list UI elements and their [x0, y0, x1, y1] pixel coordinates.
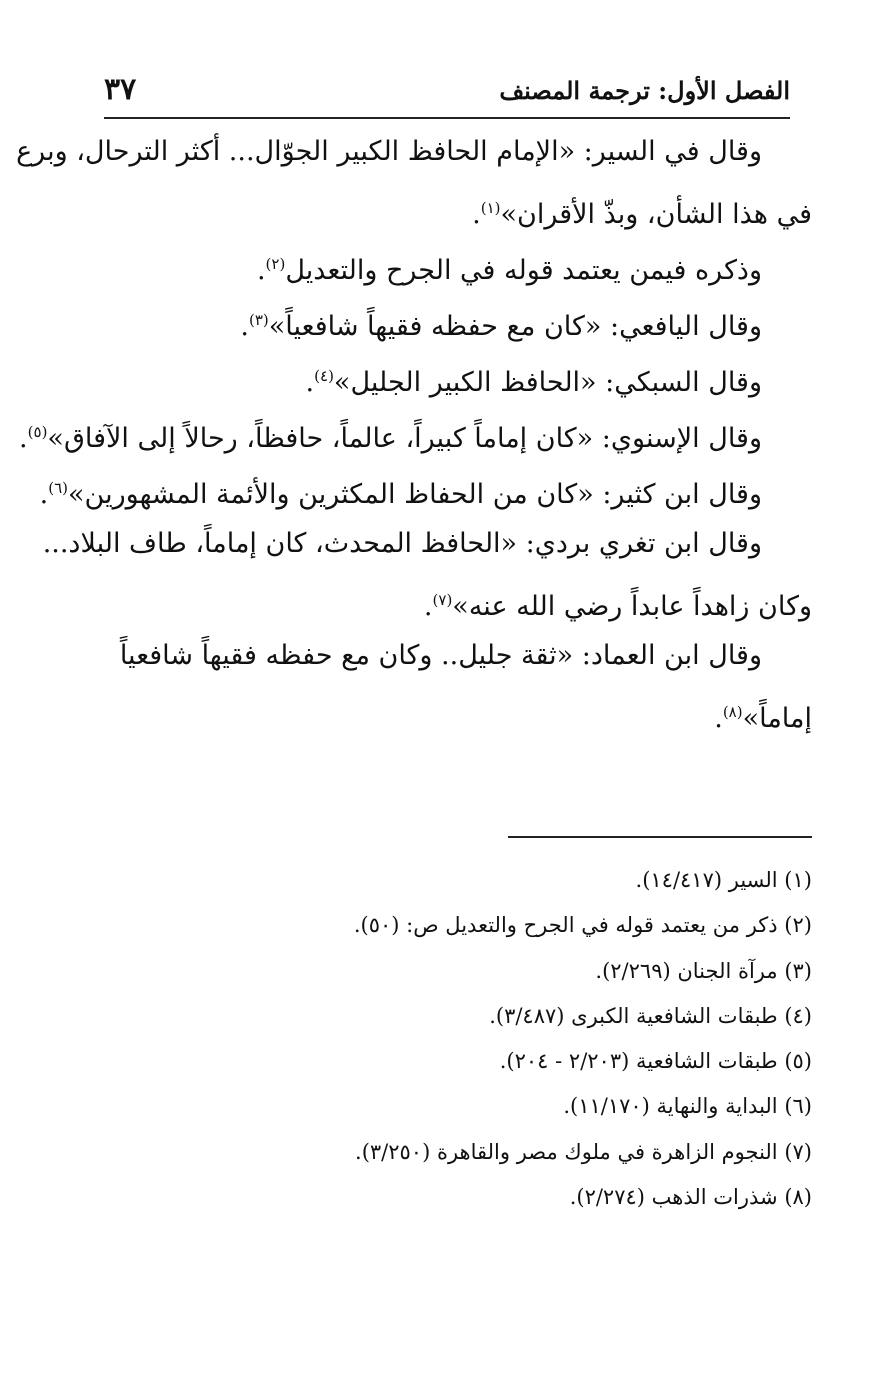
- footnote-marker: (٣): [249, 311, 269, 329]
- body-line: [104, 684, 812, 740]
- body-line: [104, 180, 812, 236]
- header-rule: [104, 117, 790, 119]
- body-line-text: إماماً»: [742, 703, 812, 734]
- body-line-text: وقال ابن كثير: «كان من الحفاظ المكثرين والأئمة المشهورين»: [68, 479, 762, 510]
- footnote-item: (١) السير (١٤/٤١٧).: [635, 868, 812, 892]
- sentence-period: .: [256, 255, 266, 286]
- body-line: [19, 404, 812, 460]
- body-line: [104, 572, 812, 628]
- footnote-item: (٧) النجوم الزاهرة في ملوك مصر والقاهرة (٣/٢٥٠).: [355, 1139, 812, 1164]
- body-line-text: وذكره فيمن يعتمد قوله في الجرح والتعديل: [285, 255, 762, 286]
- footnote-separator: [508, 836, 812, 838]
- footnote-item: (٥) طبقات الشافعية (٢/٢٠٣ - ٢٠٤).: [499, 1049, 812, 1074]
- body-line: [104, 628, 812, 684]
- sentence-period: .: [305, 367, 315, 398]
- body-text: [16, 124, 812, 740]
- sentence-period: .: [423, 591, 433, 622]
- footnote-marker: (٦): [48, 479, 69, 497]
- body-line-text: وقال ابن العماد: «ثقة جليل.. وكان مع حفظه فقيهاً شافعياً: [119, 640, 762, 671]
- footnote-marker: (٢): [265, 255, 286, 273]
- page-header: [104, 72, 790, 112]
- sentence-period: .: [472, 199, 481, 230]
- footnote-marker: (٤): [314, 367, 334, 385]
- body-line: [104, 348, 812, 404]
- body-line-text: وكان زاهداً عابداً رضي الله عنه»: [452, 591, 812, 622]
- footnote-marker: (٨): [722, 703, 743, 721]
- body-line: [104, 236, 812, 292]
- page-number: ٣٧: [104, 72, 137, 107]
- body-line-text: وقال اليافعي: «كان مع حفظه فقيهاً شافعياً»: [268, 311, 762, 342]
- footnote-item: (٦) البداية والنهاية (١١/١٧٠).: [563, 1094, 812, 1119]
- body-line-text: وقال ابن تغري بردي: «الحافظ المحدث، كان إماماً، طاف البلاد...: [42, 528, 762, 559]
- sentence-period: .: [19, 423, 28, 454]
- body-line-text: في هذا الشأن، وبذّ الأقران»: [500, 199, 812, 230]
- sentence-period: .: [714, 703, 723, 734]
- footnote-marker: (٧): [432, 591, 453, 609]
- body-line-text: وقال الإسنوي: «كان إماماً كبيراً، عالماً، حافظاً، رحالاً إلى الآفاق»: [47, 423, 762, 454]
- footnote-item: (٤) طبقات الشافعية الكبرى (٣/٤٨٧).: [489, 1003, 812, 1028]
- body-line: [39, 460, 812, 516]
- body-line-text: وقال السبكي: «الحافظ الكبير الجليل»: [333, 367, 762, 398]
- footnotes: [100, 858, 812, 1220]
- body-line: [16, 124, 812, 180]
- footnote-item: (٨) شذرات الذهب (٢/٢٧٤).: [569, 1185, 812, 1210]
- sentence-period: .: [39, 479, 49, 510]
- footnote-marker: (٥): [27, 423, 48, 441]
- footnote-item: (٣) مرآة الجنان (٢/٢٦٩).: [595, 958, 812, 983]
- footnote-marker: (١): [480, 199, 501, 217]
- footnote-item: (٢) ذكر من يعتمد قوله في الجرح والتعديل ص: (٥٠).: [353, 913, 812, 938]
- sentence-period: .: [240, 311, 249, 342]
- body-line-text: وقال في السير: «الإمام الحافظ الكبير الجوّال... أكثر الترحال، وبرع: [16, 136, 762, 167]
- body-line: [104, 292, 812, 348]
- body-line: [42, 516, 812, 572]
- running-title: الفصل الأول: ترجمة المصنف: [499, 76, 790, 105]
